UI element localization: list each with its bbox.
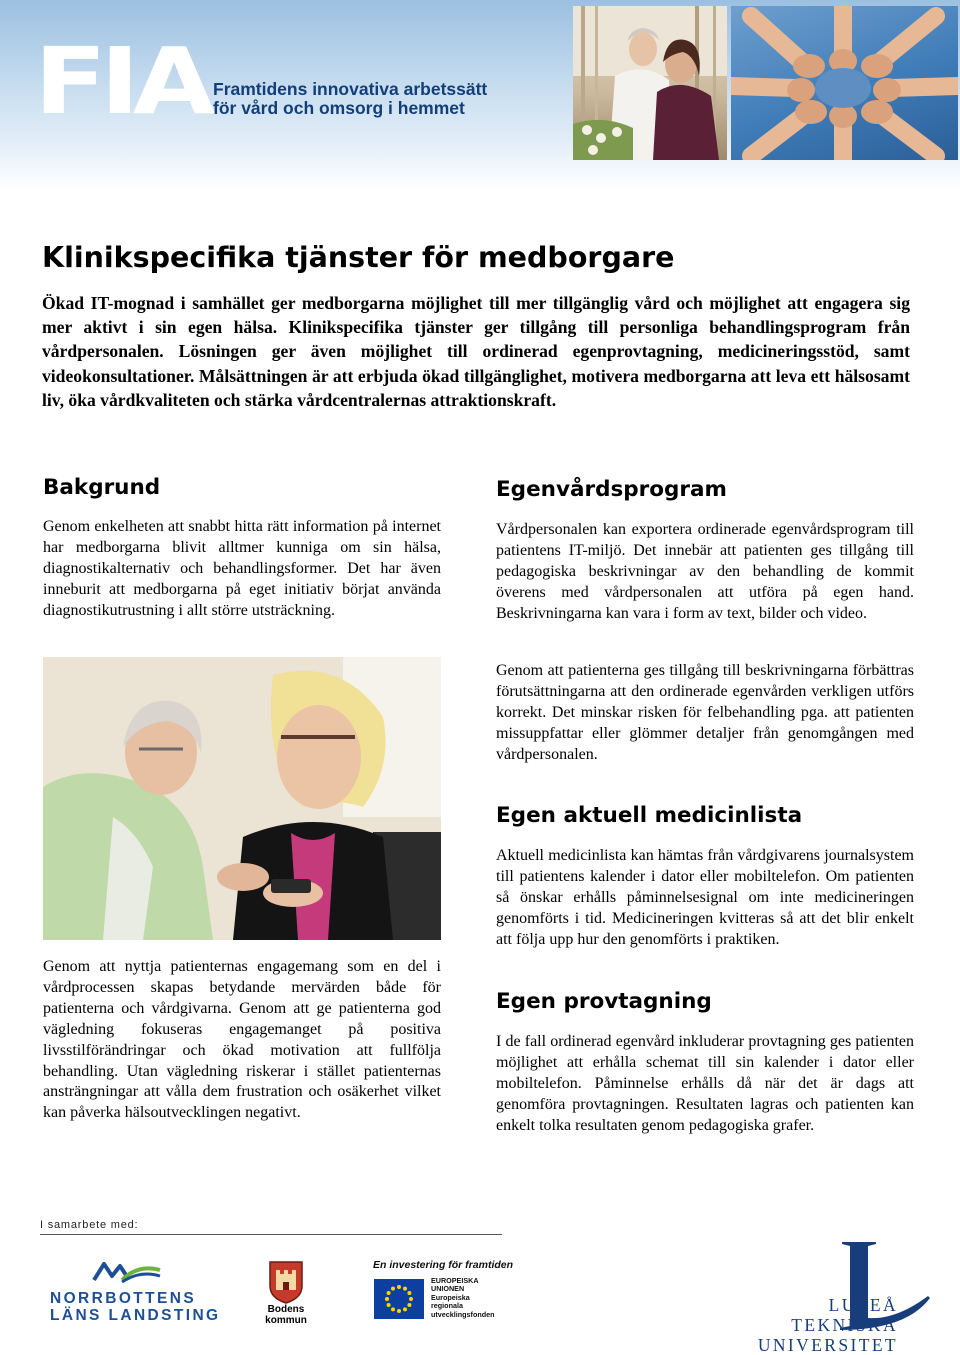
page-title: Klinikspecifika tjänster för medborgare [42,241,675,274]
nll-line2: LÄNS LANDSTING [50,1307,221,1324]
bakgrund-paragraph-1: Genom enkelheten att snabbt hitta rätt information på internet har medborgarna blivit alltmer kunniga om sin hälsa, diagnostikalternativ och behandlingsformer. Det har även inneburit att medborgarna på eget initiativ börjat använda diagnostikutrustning i allt större utsträckning. [43,518,441,619]
eu-tagline: En investering för framtiden [373,1259,514,1271]
heading-egen-provtagning: Egen provtagning [496,989,712,1014]
bodens-shield-icon [268,1260,304,1309]
fia-subtitle-line1: Framtidens innovativa arbetssätt [213,79,488,99]
ltu-line1: LULEÅ [828,1295,898,1315]
nll-logo-icon [92,1258,162,1289]
eu-line-5: utvecklingsfonden [431,1309,495,1319]
egenvard-paragraph-2: Genom att patienterna ges tillgång till beskrivningarna förbättras förutsättningarna att den ordinerade egenvården verkligen utförs korrekt. Det minskar risken för felbehandling pga. att patienten missuppfattar eller glömmer detaljer från genomgången med vårdpersonalen. [496,662,914,763]
fia-subtitle [213,80,487,118]
eu-line-2: UNIONEN [431,1284,465,1294]
two-women-seated-photo [573,6,727,160]
fia-logo: FIA [34,28,209,135]
collaboration-label: I samarbete med: [40,1219,139,1231]
nll-line1: NORRBOTTENS [50,1290,197,1307]
intro-paragraph: Ökad IT-mognad i samhället ger medborgarna möjlighet till mer tillgänglig vård och möjlighet att engagera sig mer aktivt i sin egen hälsa. Klinikspecifika tjänster ger tillgång till personliga behandlingsprogram från vårdpersonalen. Lösningen ger även möjlighet till ordinerad egenprovtagning, medicineringsstöd, samt videokonsultationer. Målsättningen är att erbjuda ökad tillgänglighet, motivera medborgarna att leva ett hälsosamt liv, öka vårdkvaliteten och stärka vårdcentralernas attraktionskraft. [42,293,910,410]
eu-line-4: regionala [431,1301,463,1311]
ltu-line3: UNIVERSITET [757,1335,898,1355]
egenvard-paragraph-1: Vårdpersonalen kan exportera ordinerade egenvårdsprogram till patientens IT-miljö. Det innebär att patienten ges tillgång till pedagogiska beskrivningar av den behandling de kommit överens med vårdpersonalen att utföra på egen hand. Beskrivningarna kan vara i form av text, bilder och video. [496,521,914,622]
bodens-line1: Bodens [267,1304,305,1315]
heading-egenvardsprogram: Egenvårdsprogram [496,477,727,502]
eu-line-1: EUROPEISKA [431,1276,479,1285]
eu-line-3: Europeiska [431,1292,470,1302]
heading-medicinlista: Egen aktuell medicinlista [496,803,803,828]
eu-flag-icon [374,1279,424,1319]
heading-bakgrund: Bakgrund [43,475,161,500]
ltu-logo-text [728,1295,898,1355]
fia-subtitle-line2: för vård och omsorg i hemmet [213,98,465,118]
bodens-logo-text [262,1305,310,1326]
bodens-line2: kommun [265,1314,307,1326]
footer-divider [40,1234,502,1235]
joined-hands-circle-photo [731,6,958,160]
provtagning-paragraph: I de fall ordinerad egenvård inkluderar provtagning ges patienten möjlighet att erhålla schemat till sin kalender i dator eller mobiltelefon. Påminnelse erhålls då när det är dags att genomföra provtagningen. Resultaten lagras och patienten kan enkelt tolka resultaten genom pedagogiska grafer. [496,1033,914,1134]
nurse-and-patient-photo [43,657,441,940]
medicinlista-paragraph: Aktuell medicinlista kan hämtas från vårdgivarens journalsystem till patientens kalender i dator eller mobiltelefon. Om patienten så önskar erhålls påminnelsesignal om inte medicineringen genomförts i tid. Medicineringen kvitteras så att det blir enkelt att följa upp hur den genomförts i praktiken. [496,847,914,948]
eu-fund-text [431,1277,495,1319]
ltu-line2: TEKNISKA [791,1315,898,1335]
nll-logo-text [50,1290,221,1324]
bakgrund-paragraph-2: Genom att nyttja patienternas engagemang som en del i vårdprocessen skapas betydande mervärden både för patienterna och vårdgivarna. Genom att ge patienterna god vägledning fokuseras engagemanget på positiva livsstilförändringar och ökad motivation att fullfölja behandling. Utan vägledning riskerar i stället patienternas ansträngningar att vålla dem frustration och osäkerhet vilket kan påverka hälsoutvecklingen negativt. [43,958,441,1122]
